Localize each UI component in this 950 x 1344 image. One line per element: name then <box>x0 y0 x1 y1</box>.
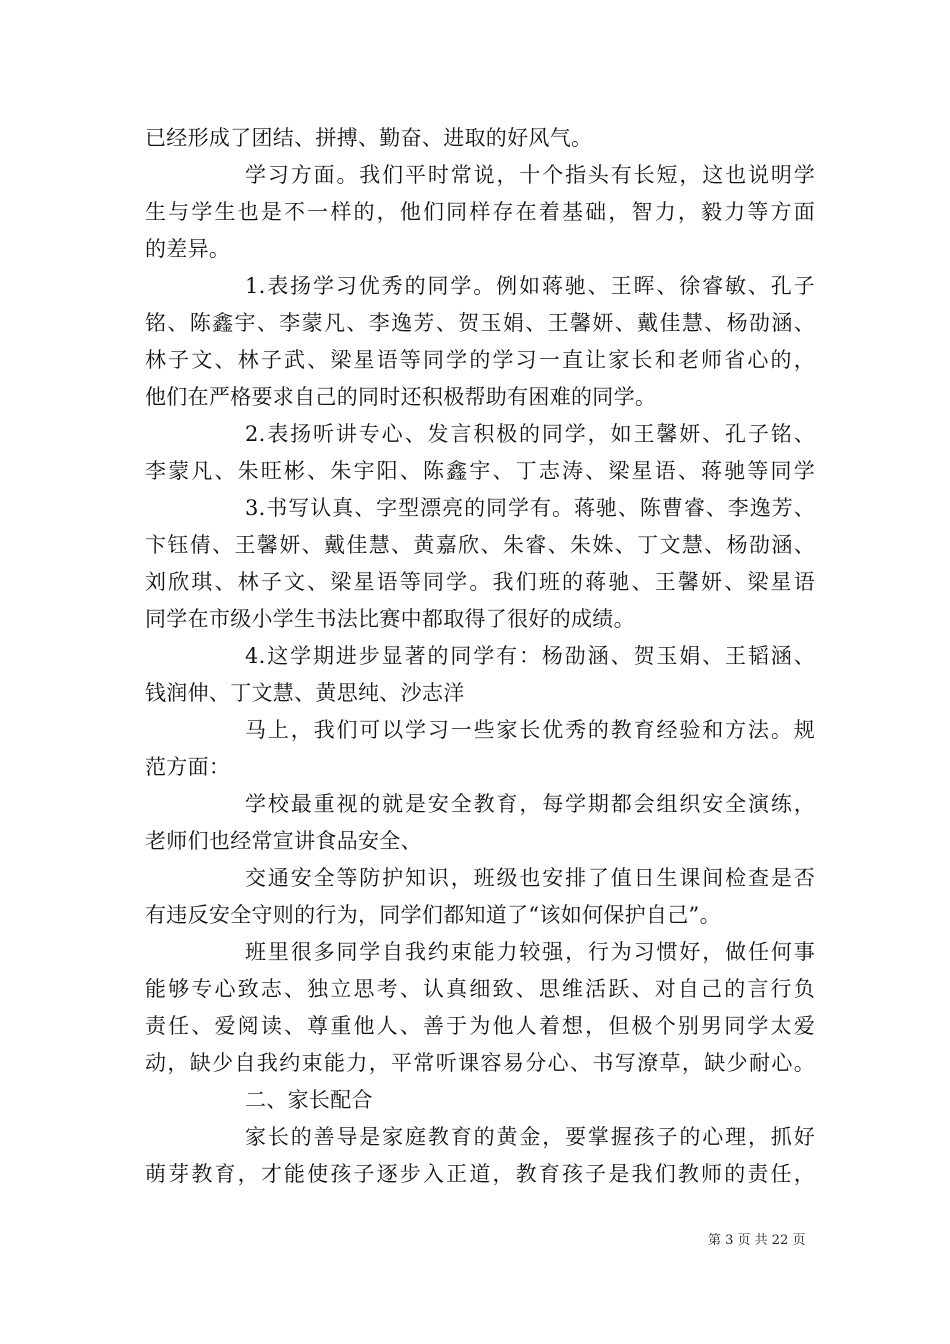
paragraph-line: 钱润伸、丁文慧、黄思纯、沙志洋 <box>145 681 465 705</box>
paragraph-line: 生与学生也是不一样的，他们同样存在着基础，智力，毅力等方面 <box>145 200 815 224</box>
paragraph-line: 学习方面。我们平时常说，十个指头有长短，这也说明学 <box>245 163 815 187</box>
paragraph-line: 班里很多同学自我约束能力较强，行为习惯好，做任何事 <box>245 940 815 964</box>
paragraph-line: 卞钰倩、王馨妍、戴佳慧、黄嘉欣、朱睿、朱姝、丁文慧、杨劭涵、 <box>145 533 815 557</box>
paragraph-line: 刘欣琪、林子文、梁星语等同学。我们班的蒋驰、王馨妍、梁星语 <box>145 570 815 594</box>
section-heading: 二、家长配合 <box>245 1088 373 1112</box>
paragraph-line: 李蒙凡、朱旺彬、朱宇阳、陈鑫宇、丁志涛、梁星语、蒋驰等同学 <box>145 459 815 483</box>
paragraph-line: 老师们也经常宣讲食品安全、 <box>145 829 422 853</box>
paragraph-line: 动，缺少自我约束能力，平常听课容易分心、书写潦草，缺少耐心。 <box>145 1051 815 1075</box>
paragraph-line: 能够专心致志、独立思考、认真细致、思维活跃、对自己的言行负 <box>145 977 815 1001</box>
paragraph-line: 有违反安全守则的行为，同学们都知道了“该如何保护自己”。 <box>145 903 721 927</box>
paragraph-line: 3.书写认真、字型漂亮的同学有。蒋驰、陈曹睿、李逸芳、 <box>245 496 815 520</box>
paragraph-line: 家长的善导是家庭教育的黄金，要掌握孩子的心理，抓好 <box>245 1125 815 1149</box>
paragraph-line: 铭、陈鑫宇、李蒙凡、李逸芳、贺玉娟、王馨妍、戴佳慧、杨劭涵、 <box>145 311 815 335</box>
paragraph-line: 已经形成了团结、拼搏、勤奋、进取的好风气。 <box>145 126 593 150</box>
paragraph-line: 责任、爱阅读、尊重他人、善于为他人着想，但极个别男同学太爱 <box>145 1014 815 1038</box>
paragraph-line: 的差异。 <box>145 237 231 261</box>
paragraph-line: 萌芽教育，才能使孩子逐步入正道，教育孩子是我们教师的责任， <box>145 1162 815 1186</box>
paragraph-line: 交通安全等防护知识，班级也安排了值日生课间检查是否 <box>245 866 815 890</box>
paragraph-line: 学校最重视的就是安全教育，每学期都会组织安全演练， <box>245 792 815 816</box>
paragraph-line: 同学在市级小学生书法比赛中都取得了很好的成绩。 <box>145 607 635 631</box>
page-number-footer: 第 3 页 共 22 页 <box>708 1233 806 1248</box>
paragraph-line: 马上，我们可以学习一些家长优秀的教育经验和方法。规 <box>245 718 815 742</box>
paragraph-line: 2.表扬听讲专心、发言积极的同学，如王馨妍、孔子铭、 <box>245 422 815 446</box>
paragraph-line: 4.这学期进步显著的同学有：杨劭涵、贺玉娟、王韬涵、 <box>245 644 815 668</box>
paragraph-line: 范方面： <box>145 755 231 779</box>
paragraph-line: 他们在严格要求自己的同时还积极帮助有困难的同学。 <box>145 385 657 409</box>
paragraph-line: 林子文、林子武、梁星语等同学的学习一直让家长和老师省心的， <box>145 348 815 372</box>
paragraph-line: 1.表扬学习优秀的同学。例如蒋驰、王晖、徐睿敏、孔子 <box>245 274 815 298</box>
